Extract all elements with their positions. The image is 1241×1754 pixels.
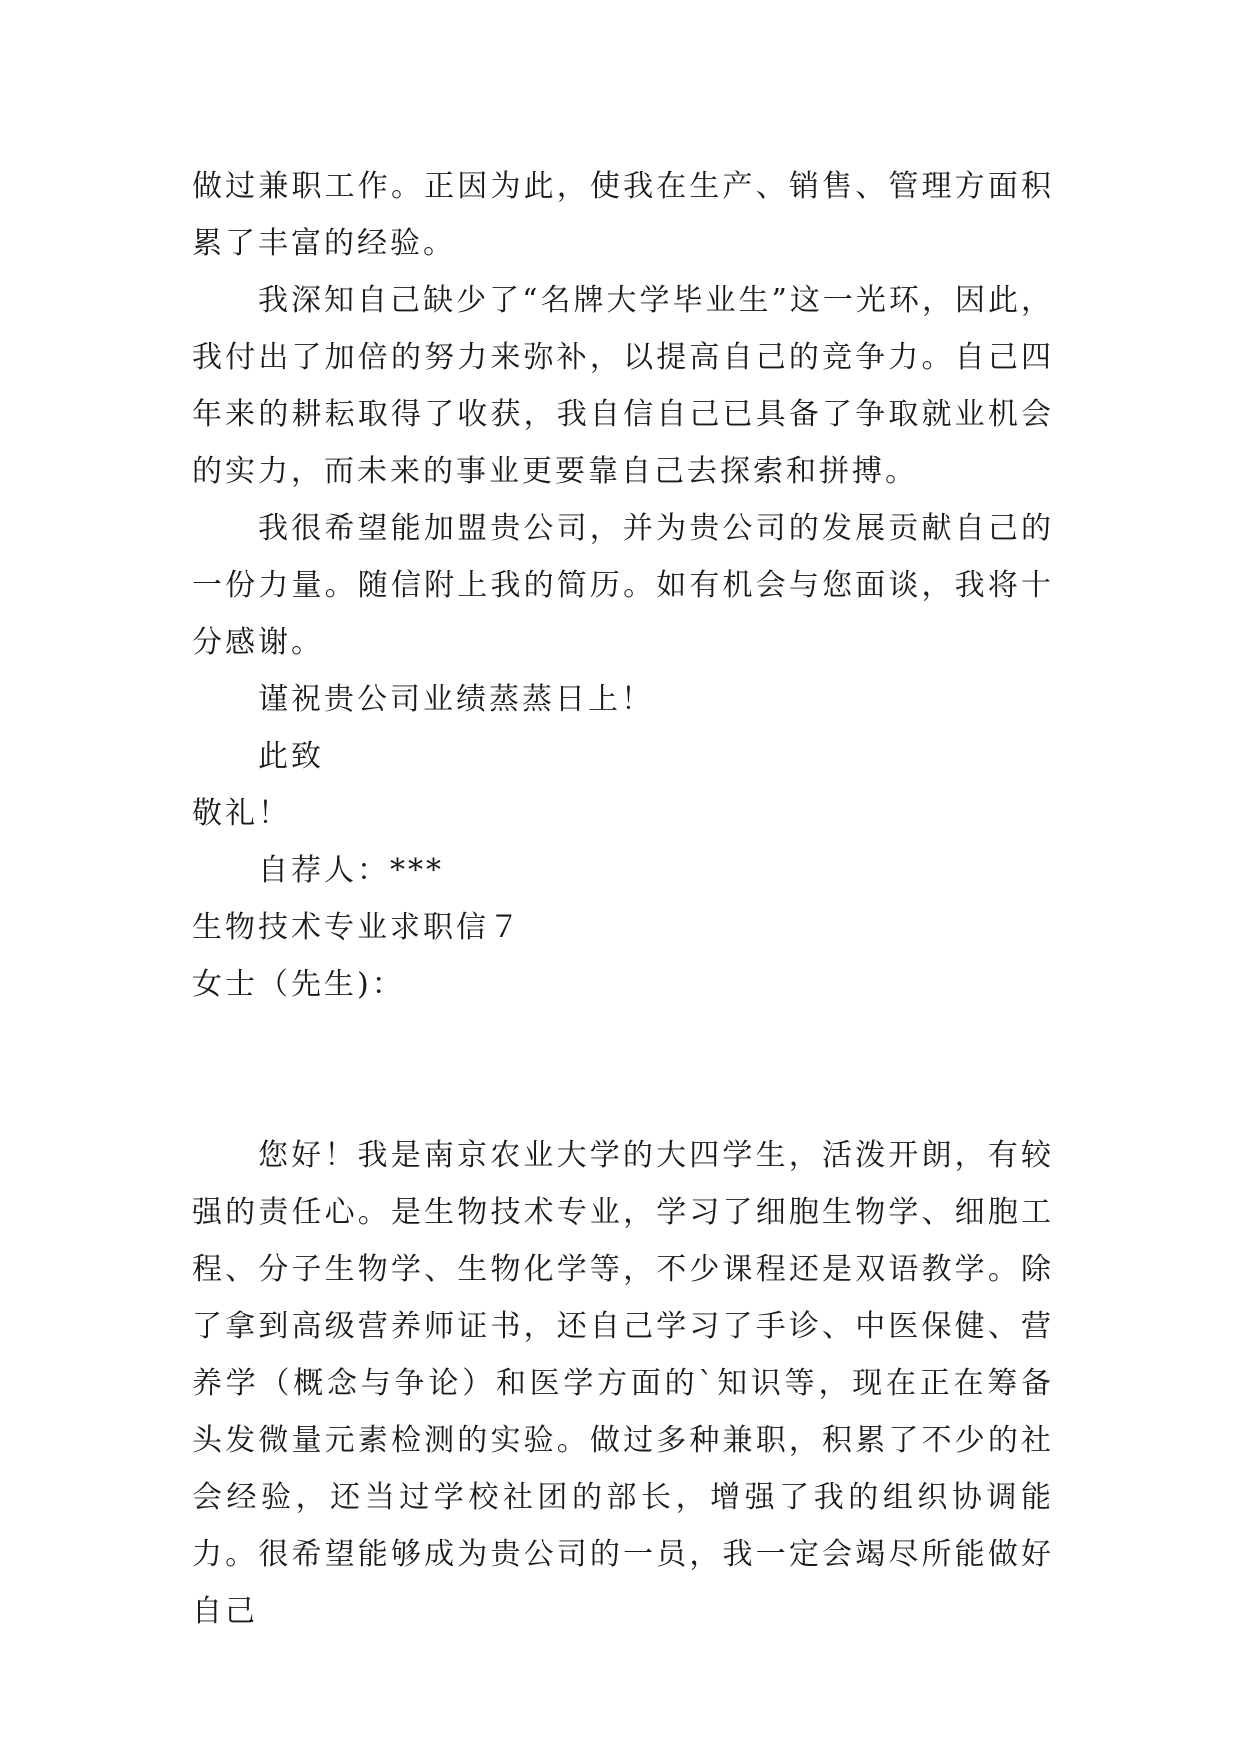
paragraph-salute: 敬礼！: [192, 796, 291, 831]
paragraph-signature: 自荐人：***: [258, 853, 444, 888]
paragraph-self-improvement: 我深知自己缺少了“名牌大学毕业生”这一光环，因此，我付出了加倍的努力来弥补，以提高自己的竞争力。自己四年来的耕耘取得了收获，我自信自己已具备了争取就业机会的实力，而未来的事业更要靠自己去探索和拼搏。: [192, 283, 1054, 489]
letter-title: 生物技术专业求职信７: [192, 910, 522, 945]
letter-salutation: 女士（先生)：: [192, 967, 405, 1002]
letter-body: [192, 158, 1054, 1640]
paragraph-part-time-experience: 做过兼职工作。正因为此，使我在生产、销售、管理方面积累了丰富的经验。: [192, 169, 1054, 261]
paragraph-introduction: 您好！我是南京农业大学的大四学生，活泼开朗，有较强的责任心。是生物技术专业，学习了细胞生物学、细胞工程、分子生物学、生物化学等，不少课程还是双语教学。除了拿到高级营养师证书，还自己学习了手诊、中医保健、营养学（概念与争论）和医学方面的`知识等，现在正在筹备头发微量元素检测的实验。做过多种兼职，积累了不少的社会经验，还当过学校社团的部长，增强了我的组织协调能力。很希望能够成为贵公司的一员，我一定会竭尽所能做好自己: [192, 1138, 1054, 1629]
paragraph-closing: 此致: [258, 739, 324, 774]
blank-spacer: [192, 1013, 1054, 1127]
paragraph-join-company: 我很希望能加盟贵公司，并为贵公司的发展贡献自己的一份力量。随信附上我的简历。如有机会与您面谈，我将十分感谢。: [192, 511, 1054, 660]
paragraph-wishes: 谨祝贵公司业绩蒸蒸日上！: [258, 682, 654, 717]
